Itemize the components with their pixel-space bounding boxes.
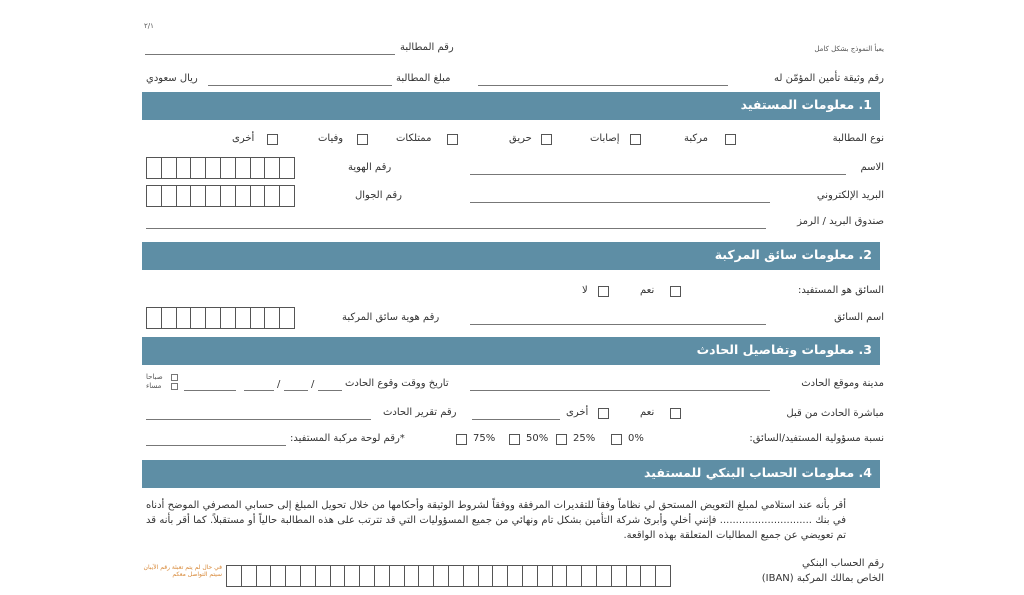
mobile-label: رقم الجوال	[355, 190, 402, 201]
policy-number-label: رقم وثيقة تأمين المؤمّن له	[774, 73, 884, 84]
email-field[interactable]	[470, 202, 770, 203]
checkbox-liability-0[interactable]	[611, 434, 622, 445]
time-field[interactable]	[184, 390, 236, 391]
driver-no-label: لا	[582, 285, 588, 296]
plate-number-field[interactable]	[146, 445, 286, 446]
iban-boxes[interactable]	[226, 565, 670, 587]
city-location-label: مدينة وموقع الحادث	[801, 378, 884, 389]
email-label: البريد الإلكتروني	[816, 190, 884, 201]
section-3-header	[142, 337, 880, 365]
section-2-title: 2. معلومات سائق المركبة	[714, 247, 872, 262]
claim-amount-field[interactable]	[208, 85, 392, 86]
checkbox-other[interactable]	[267, 134, 278, 145]
liability-0-label: 0%	[628, 433, 644, 444]
claim-amount-label: مبلغ المطالبة	[396, 73, 451, 84]
section-4-header	[142, 460, 880, 488]
date-year-field[interactable]	[244, 390, 274, 391]
option-vehicle-label: مركبة	[684, 133, 709, 144]
iban-label-line-2: الخاص بمالك المركبة (IBAN)	[761, 573, 884, 584]
option-injuries-label: إصابات	[590, 133, 620, 144]
iban-label-line-1: رقم الحساب البنكي	[801, 558, 884, 569]
checkbox-property[interactable]	[447, 134, 458, 145]
plate-number-label: *رقم لوحة مركبة المستفيد:	[290, 433, 405, 444]
checkbox-driver-yes[interactable]	[670, 286, 681, 297]
reported-other-field[interactable]	[472, 419, 560, 420]
driver-id-boxes[interactable]	[146, 307, 294, 329]
section-1-header	[142, 92, 880, 120]
liability-label: نسبة مسؤولية المستفيد/السائق:	[749, 433, 884, 444]
checkbox-injuries[interactable]	[630, 134, 641, 145]
checkbox-am[interactable]	[171, 374, 178, 381]
reported-by-label: مباشرة الحادث من قبل	[786, 408, 884, 419]
checkbox-liability-50[interactable]	[509, 434, 520, 445]
option-other-label: أخرى	[232, 133, 255, 144]
date-time-label: تاريخ ووقت وقوع الحادث	[345, 378, 449, 389]
name-label: الاسم	[860, 162, 884, 173]
liability-50-label: 50%	[526, 433, 549, 444]
section-1-title: 1. معلومات المستفيد	[740, 97, 872, 112]
checkbox-liability-25[interactable]	[556, 434, 567, 445]
checkbox-vehicle[interactable]	[725, 134, 736, 145]
page-number: ٢/١	[144, 22, 154, 30]
option-deaths-label: وفيات	[318, 133, 344, 144]
liability-25-label: 25%	[573, 433, 596, 444]
report-number-label: رقم تقرير الحادث	[383, 407, 457, 418]
form-note: يعبأ النموذج بشكل كامل	[814, 45, 884, 53]
driver-is-beneficiary-label: السائق هو المستفيد:	[798, 285, 884, 296]
claim-number-field[interactable]	[145, 54, 395, 55]
driver-id-label: رقم هوية سائق المركبة	[342, 312, 440, 323]
checkbox-reported-yes[interactable]	[670, 408, 681, 419]
checkbox-deaths[interactable]	[357, 134, 368, 145]
section-4-title: 4. معلومات الحساب البنكي للمستفيد	[644, 465, 872, 480]
currency-label: ريال سعودي	[146, 73, 198, 84]
claim-type-label: نوع المطالبة	[832, 133, 884, 144]
declaration-paragraph: أقر بأنه عند استلامي لمبلغ التعويض المستحق لي نظاماً وفقاً للتقديرات المرفقة ووفقاً لشروط الوثيقة وأحكامها من خلال تحويل المبلغ إلى حسابي المصرفي الموضح أدناه في بنك ............................. فإنني أخلي وأبرئ شركة التأمين بشكل تام ونهائي من جميع المسؤوليات التي قد تترتب على هذه المطالبة حالياً أو مستقبلاً. كما أقر بأنه قد تم تعويضي عن جميع المطالبات المتعلقة بهذه الواقعة.	[146, 500, 846, 541]
driver-name-label: اسم السائق	[834, 312, 884, 323]
checkbox-liability-75[interactable]	[456, 434, 467, 445]
checkbox-pm[interactable]	[171, 383, 178, 390]
checkbox-reported-other[interactable]	[598, 408, 609, 419]
pobox-label: صندوق البريد / الرمز	[797, 216, 884, 227]
name-field[interactable]	[470, 174, 846, 175]
checkbox-fire[interactable]	[541, 134, 552, 145]
section-3-title: 3. معلومات وتفاصيل الحادث	[696, 342, 872, 357]
checkbox-driver-no[interactable]	[598, 286, 609, 297]
option-property-label: ممتلكات	[396, 133, 432, 144]
date-month-field[interactable]	[284, 390, 308, 391]
pm-label: مساء	[146, 382, 162, 390]
city-location-field[interactable]	[470, 390, 770, 391]
option-fire-label: حريق	[509, 133, 532, 144]
pobox-field[interactable]	[146, 228, 766, 229]
section-2-header	[142, 242, 880, 270]
policy-number-field[interactable]	[478, 85, 728, 86]
reported-yes-label: نعم	[640, 407, 655, 418]
driver-yes-label: نعم	[640, 285, 655, 296]
reported-other-label: أخرى	[566, 407, 589, 418]
iban-note: في حال لم يتم تعبئة رقم الآيبان سيتم التواصل معكم	[143, 564, 222, 578]
claim-number-label: رقم المطالبة	[400, 42, 454, 53]
driver-name-field[interactable]	[470, 324, 766, 325]
liability-75-label: 75%	[473, 433, 496, 444]
id-number-boxes[interactable]	[146, 157, 294, 179]
id-number-label: رقم الهوية	[348, 162, 392, 173]
date-day-field[interactable]	[318, 390, 342, 391]
mobile-number-boxes[interactable]	[146, 185, 294, 207]
report-number-field[interactable]	[146, 419, 371, 420]
am-label: صباحا	[146, 373, 163, 381]
